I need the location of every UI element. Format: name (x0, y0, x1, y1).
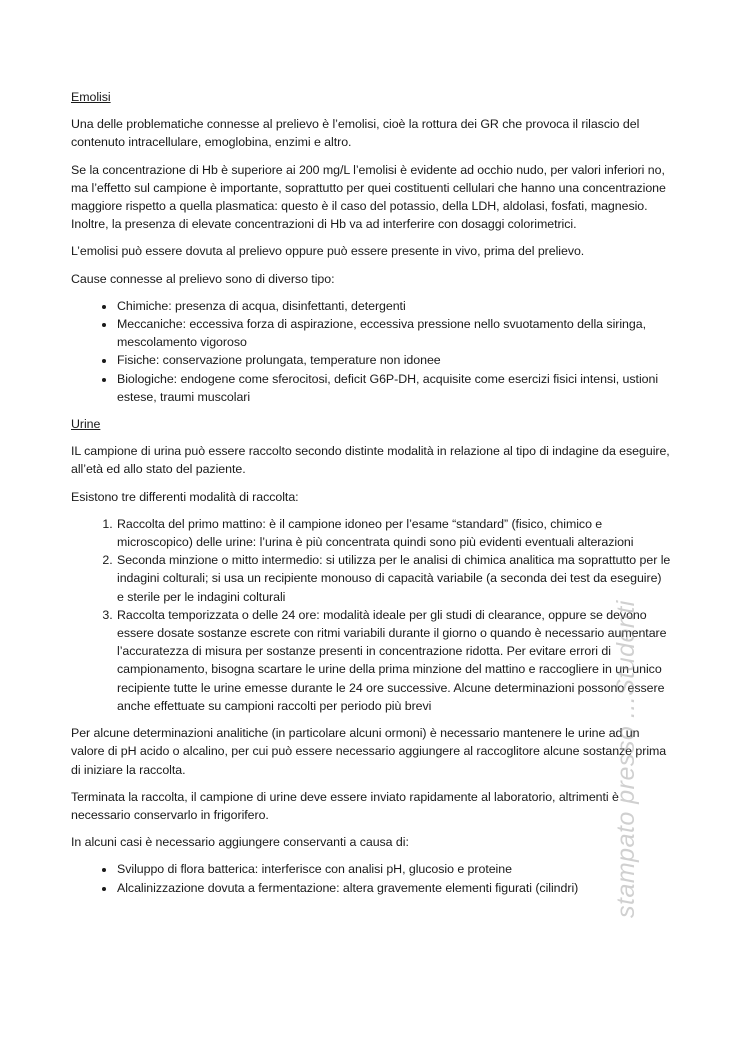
bullet-list-causes (71, 297, 671, 406)
paragraph: Cause connesse al prelievo sono di diverso tipo: (71, 271, 335, 286)
paragraph: L’emolisi può essere dovuta al prelievo oppure può essere presente in vivo, prima del prelievo. (71, 244, 585, 259)
paragraph: In alcuni casi è necessario aggiungere conservanti a causa di: (71, 835, 409, 850)
paragraph: IL campione di urina può essere raccolto secondo distinte modalità in relazione al tipo di indagine da eseguire, all’età ed allo stato del paziente. (71, 444, 670, 477)
paragraph: Per alcune determinazioni analitiche (in particolare alcuni ormoni) è necessario mantenere le urine ad un valore di pH acido o alcalino, per cui può essere necessario aggiungere al raccoglitore alcune sostanze prima di iniziare la raccolta. (71, 726, 667, 777)
paragraph: Una delle problematiche connesse al prelievo è l’emolisi, cioè la rottura dei GR che provoca il rilascio del contenuto intracellulare, emoglobina, enzimi e altro. (71, 117, 640, 150)
list-item: • Chimiche: presenza di acqua, disinfettanti, detergenti (116, 297, 671, 315)
list-item: 2. Seconda minzione o mitto intermedio: si utilizza per le analisi di chimica analitica ma soprattutto per le indagini colturali; si usa un recipiente monouso di capacità variabile (a seconda dei test da eseguire) e sterile per le indagini colturali (116, 551, 671, 606)
list-item: 3. Raccolta temporizzata o delle 24 ore: modalità ideale per gli studi di clearance, oppure se devono essere dosate sostanze escrete con ritmi variabili durante il giorno o quando è necessario aumentare l’accuratezza di misura per sostanze presenti in concentrazione ridotta. Per evitare errori di campionamento, bisogna scartare le urine della prima minzione del mattino e raccogliere in un unico recipiente tutte le urine emesse durante le 24 ore successive. Alcune determinazioni possono essere anche effettuate su campioni raccolti per periodo più brevi (116, 606, 671, 715)
section-heading-emolisi: Emolisi (71, 90, 111, 104)
paragraph: Esistono tre differenti modalità di raccolta: (71, 489, 299, 504)
bullet-list-preservatives (71, 860, 671, 896)
list-item: • Biologiche: endogene come sferocitosi, deficit G6P-DH, acquisite come esercizi fisici intensi, ustioni estese, traumi muscolari (116, 370, 671, 406)
list-item: • Meccaniche: eccessiva forza di aspirazione, eccessiva pressione nello svuotamento della siringa, mescolamento vigoroso (116, 315, 671, 351)
list-item: • Sviluppo di flora batterica: interferisce con analisi pH, glucosio e proteine (116, 860, 671, 878)
list-item: • Alcalinizzazione dovuta a fermentazione: altera gravemente elementi figurati (cilindri) (116, 879, 671, 897)
list-item: 1. Raccolta del primo mattino: è il campione idoneo per l’esame “standard” (fisico, chimico e microscopico) delle urine: l’urina è più concentrata quindi sono più evidenti eventuali alterazioni (116, 515, 671, 551)
watermark: stampato presso ...Studenti (612, 600, 640, 918)
section-heading-urine: Urine (71, 417, 101, 432)
paragraph: Se la concentrazione di Hb è superiore ai 200 mg/L l’emolisi è evidente ad occhio nudo, per valori inferiori no, ma l’effetto sul campione è importante, soprattutto per quei costituenti cellulari che hanno una concentrazione maggiore rispetto a quella plasmatica: questo è il caso del potassio, della LDH, aldolasi, fosfati, magnesio. Inoltre, la presenza di elevate concentrazioni di Hb va ad interferire con dosaggi colorimetrici. (71, 162, 666, 232)
list-item: • Fisiche: conservazione prolungata, temperature non idonee (116, 351, 671, 369)
paragraph: Terminata la raccolta, il campione di urine deve essere inviato rapidamente al laboratorio, altrimenti è necessario conservarlo in frigorifero. (71, 789, 619, 822)
numbered-list-collection (71, 515, 671, 715)
document-page (71, 88, 671, 906)
